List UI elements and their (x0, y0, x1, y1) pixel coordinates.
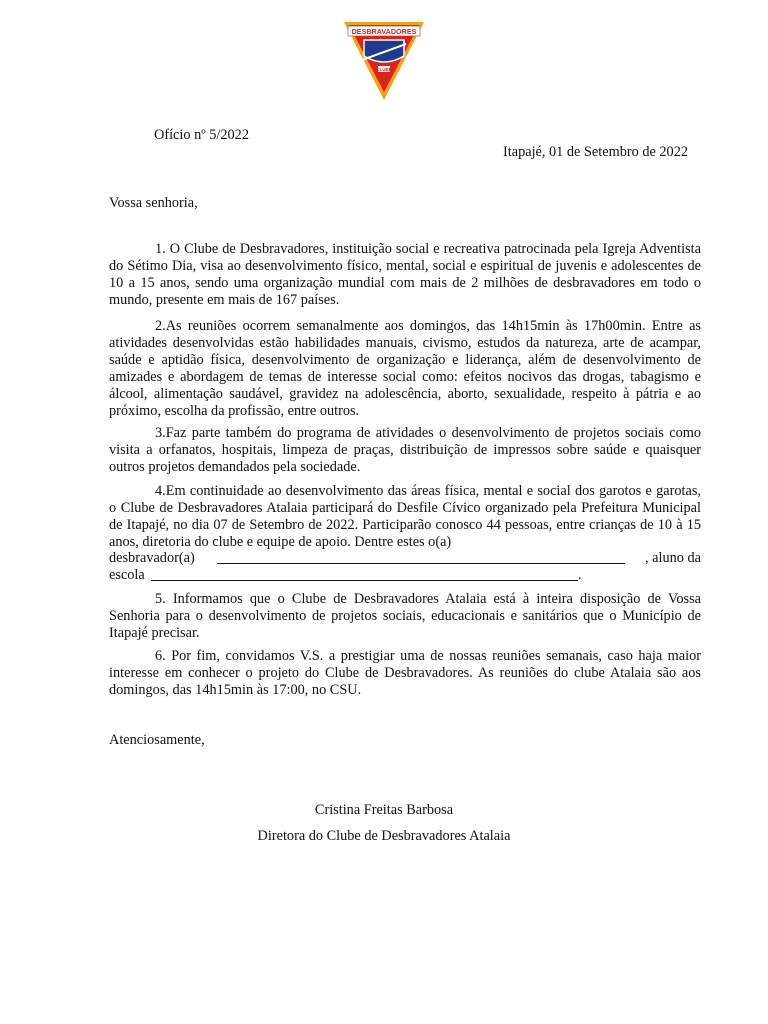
salutation: Vossa senhoria, (109, 195, 198, 211)
logo-small-text: CLUBE (376, 67, 392, 72)
logo-banner-text: DESBRAVADORES (351, 27, 417, 37)
desbravador-label: desbravador(a) (109, 550, 195, 566)
paragraph-4: 4.Em continuidade ao desenvolvimento das áreas física, mental e social dos garotos e garotas, o Clube de Desbravadores Atalaia participará do Desfile Cívico organizado pela Prefeitura Municipal de Itapajé, no dia 07 de Setembro de 2022. Participarão conosco 44 pessoas, entre crianças de 10 à 15 anos, diretoria do clube e equipe de apoio. Dentre estes o(a) (109, 483, 701, 550)
oficio-number: Ofício nº 5/2022 (154, 127, 249, 143)
paragraph-4-end: . (578, 567, 582, 583)
escola-blank-field (151, 567, 578, 581)
paragraph-1: 1. O Clube de Desbravadores, instituição social e recreativa patrocinada pela Igreja Adventista do Sétimo Dia, visa ao desenvolvimento físico, mental, social e espiritual de juvenis e adolescentes de 10 a 15 anos, sendo uma organização mundial com mais de 2 milhões de desbravadores em todo o mundo, presente em mais de 167 países. (109, 241, 701, 308)
paragraph-2: 2.As reuniões ocorrem semanalmente aos domingos, das 14h15min às 17h00min. Entre as atividades desenvolvidas estão habilidades manuais, civismo, estudos da natureza, arte de acampar, saúde e aptidão física, desenvolvimento de organização e liderança, além de desenvolvimento de amizades e abordagem de temas de interesse social como: efeitos nocivos das drogas, tabagismo e álcool, alimentação saudável, gravidez na adolescência, aborto, sexualidade, respeito à pátria e ao próximo, escolha da profissão, entre outros. (109, 318, 701, 419)
signature-name: Cristina Freitas Barbosa (314, 802, 454, 818)
date-line: Itapajé, 01 de Setembro de 2022 (503, 144, 689, 160)
desbravador-blank-field (217, 550, 625, 564)
paragraph-3: 3.Faz parte também do programa de atividades o desenvolvimento de projetos sociais como visita a orfanatos, hospitais, limpeza de praças, distribuição de impressos sobre saúde e quaisquer outros projetos demandados pela sociedade. (109, 425, 701, 475)
escola-label: escola (109, 567, 145, 583)
closing: Atenciosamente, (109, 732, 205, 748)
paragraph-5: 5. Informamos que o Clube de Desbravadores Atalaia está à inteira disposição de Vossa Senhoria para o desenvolvimento de projetos sociais, educacionais e sanitários que o Município de Itapajé precisar. (109, 591, 701, 641)
paragraph-6: 6. Por fim, convidamos V.S. a prestigiar uma de nossas reuniões semanais, caso haja maior interesse em conhecer o projeto do Clube de Desbravadores. As reuniões do clube Atalaia são aos domingos, das 14h15min às 17:00, no CSU. (109, 648, 701, 698)
desbravadores-logo (344, 22, 424, 100)
aluno-label: , aluno da (645, 550, 701, 566)
signature-role: Diretora do Clube de Desbravadores Atalaia (257, 828, 511, 844)
